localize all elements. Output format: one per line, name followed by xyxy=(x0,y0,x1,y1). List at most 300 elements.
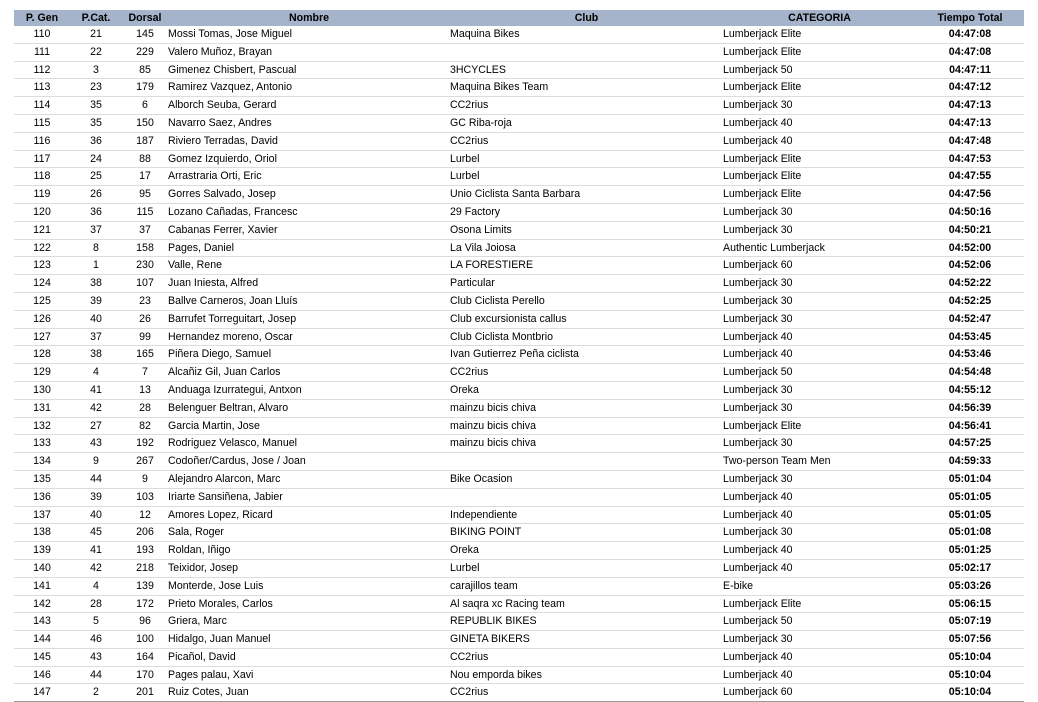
cell-dorsal: 82 xyxy=(122,417,168,435)
cell-categoria: Lumberjack 40 xyxy=(723,488,916,506)
cell-nombre: Valero Muñoz, Brayan xyxy=(168,43,450,61)
cell-categoria: Lumberjack 30 xyxy=(723,292,916,310)
cell-dorsal: 218 xyxy=(122,559,168,577)
cell-nombre: Juan Iniesta, Alfred xyxy=(168,275,450,293)
cell-pcat: 9 xyxy=(70,453,122,471)
cell-tiempo: 04:47:55 xyxy=(916,168,1024,186)
cell-tiempo: 04:56:39 xyxy=(916,399,1024,417)
cell-pcat: 42 xyxy=(70,399,122,417)
cell-dorsal: 23 xyxy=(122,292,168,310)
cell-nombre: Pages palau, Xavi xyxy=(168,666,450,684)
cell-dorsal: 28 xyxy=(122,399,168,417)
col-header-club: Club xyxy=(450,10,723,26)
cell-pcat: 39 xyxy=(70,292,122,310)
cell-categoria: Lumberjack Elite xyxy=(723,26,916,43)
cell-categoria: Lumberjack 30 xyxy=(723,631,916,649)
cell-pgen: 144 xyxy=(14,631,70,649)
cell-pgen: 140 xyxy=(14,559,70,577)
cell-dorsal: 230 xyxy=(122,257,168,275)
cell-dorsal: 172 xyxy=(122,595,168,613)
cell-pcat: 42 xyxy=(70,559,122,577)
cell-dorsal: 206 xyxy=(122,524,168,542)
table-row xyxy=(14,257,1024,275)
cell-nombre: Ballve Carneros, Joan Lluís xyxy=(168,292,450,310)
cell-tiempo: 04:47:12 xyxy=(916,79,1024,97)
cell-pcat: 21 xyxy=(70,26,122,43)
cell-pcat: 41 xyxy=(70,381,122,399)
cell-tiempo: 05:01:25 xyxy=(916,542,1024,560)
cell-tiempo: 04:59:33 xyxy=(916,453,1024,471)
table-row xyxy=(14,97,1024,115)
cell-tiempo: 04:52:47 xyxy=(916,310,1024,328)
cell-pgen: 141 xyxy=(14,577,70,595)
cell-club: CC2rius xyxy=(450,648,723,666)
cell-pcat: 35 xyxy=(70,97,122,115)
cell-categoria: E-bike xyxy=(723,577,916,595)
cell-club: CC2rius xyxy=(450,132,723,150)
cell-pgen: 147 xyxy=(14,684,70,702)
cell-tiempo: 05:07:19 xyxy=(916,613,1024,631)
table-row xyxy=(14,542,1024,560)
cell-pgen: 126 xyxy=(14,310,70,328)
cell-pcat: 23 xyxy=(70,79,122,97)
table-row xyxy=(14,61,1024,79)
table-row xyxy=(14,239,1024,257)
cell-tiempo: 04:54:48 xyxy=(916,364,1024,382)
cell-nombre: Gimenez Chisbert, Pascual xyxy=(168,61,450,79)
cell-nombre: Alborch Seuba, Gerard xyxy=(168,97,450,115)
cell-nombre: Riviero Terradas, David xyxy=(168,132,450,150)
cell-tiempo: 04:47:53 xyxy=(916,150,1024,168)
cell-nombre: Belenguer Beltran, Alvaro xyxy=(168,399,450,417)
cell-dorsal: 179 xyxy=(122,79,168,97)
cell-dorsal: 107 xyxy=(122,275,168,293)
table-row xyxy=(14,666,1024,684)
cell-tiempo: 04:56:41 xyxy=(916,417,1024,435)
cell-dorsal: 201 xyxy=(122,684,168,702)
cell-tiempo: 04:47:08 xyxy=(916,43,1024,61)
cell-pcat: 26 xyxy=(70,186,122,204)
cell-pgen: 128 xyxy=(14,346,70,364)
cell-categoria: Lumberjack Elite xyxy=(723,43,916,61)
cell-club xyxy=(450,488,723,506)
cell-pgen: 125 xyxy=(14,292,70,310)
cell-tiempo: 04:53:46 xyxy=(916,346,1024,364)
cell-tiempo: 04:47:08 xyxy=(916,26,1024,43)
cell-tiempo: 04:50:21 xyxy=(916,221,1024,239)
cell-pcat: 46 xyxy=(70,631,122,649)
cell-club: 3HCYCLES xyxy=(450,61,723,79)
cell-dorsal: 187 xyxy=(122,132,168,150)
cell-club xyxy=(450,43,723,61)
cell-club: Maquina Bikes Team xyxy=(450,79,723,97)
cell-categoria: Lumberjack 60 xyxy=(723,257,916,275)
cell-nombre: Valle, Rene xyxy=(168,257,450,275)
cell-club: mainzu bicis chiva xyxy=(450,399,723,417)
cell-pgen: 124 xyxy=(14,275,70,293)
cell-pcat: 38 xyxy=(70,346,122,364)
cell-pgen: 123 xyxy=(14,257,70,275)
cell-pcat: 2 xyxy=(70,684,122,702)
table-header xyxy=(14,10,1024,26)
cell-pgen: 113 xyxy=(14,79,70,97)
cell-nombre: Pages, Daniel xyxy=(168,239,450,257)
cell-dorsal: 12 xyxy=(122,506,168,524)
cell-pgen: 136 xyxy=(14,488,70,506)
cell-nombre: Sala, Roger xyxy=(168,524,450,542)
cell-pcat: 43 xyxy=(70,435,122,453)
cell-nombre: Rodriguez Velasco, Manuel xyxy=(168,435,450,453)
cell-nombre: Piñera Diego, Samuel xyxy=(168,346,450,364)
cell-pcat: 38 xyxy=(70,275,122,293)
table-row xyxy=(14,186,1024,204)
cell-dorsal: 96 xyxy=(122,613,168,631)
cell-categoria: Lumberjack 30 xyxy=(723,221,916,239)
cell-tiempo: 04:47:11 xyxy=(916,61,1024,79)
cell-club xyxy=(450,453,723,471)
cell-categoria: Lumberjack 30 xyxy=(723,435,916,453)
cell-tiempo: 05:01:04 xyxy=(916,470,1024,488)
cell-tiempo: 04:57:25 xyxy=(916,435,1024,453)
cell-club: Club excursionista callus xyxy=(450,310,723,328)
cell-pgen: 143 xyxy=(14,613,70,631)
table-row xyxy=(14,346,1024,364)
cell-pcat: 43 xyxy=(70,648,122,666)
table-row xyxy=(14,79,1024,97)
table-row xyxy=(14,648,1024,666)
cell-pgen: 131 xyxy=(14,399,70,417)
cell-pcat: 44 xyxy=(70,470,122,488)
cell-club: mainzu bicis chiva xyxy=(450,417,723,435)
cell-pgen: 110 xyxy=(14,26,70,43)
cell-categoria: Lumberjack 30 xyxy=(723,470,916,488)
cell-pgen: 120 xyxy=(14,203,70,221)
cell-nombre: Teixidor, Josep xyxy=(168,559,450,577)
cell-pcat: 4 xyxy=(70,364,122,382)
col-header-pgen: P. Gen xyxy=(14,10,70,26)
cell-nombre: Gorres Salvado, Josep xyxy=(168,186,450,204)
cell-nombre: Barrufet Torreguitart, Josep xyxy=(168,310,450,328)
cell-pgen: 134 xyxy=(14,453,70,471)
table-row xyxy=(14,631,1024,649)
table-body xyxy=(14,26,1024,702)
cell-nombre: Monterde, Jose Luis xyxy=(168,577,450,595)
table-row xyxy=(14,488,1024,506)
cell-pgen: 119 xyxy=(14,186,70,204)
cell-pcat: 37 xyxy=(70,328,122,346)
cell-dorsal: 192 xyxy=(122,435,168,453)
cell-pcat: 3 xyxy=(70,61,122,79)
cell-pcat: 36 xyxy=(70,203,122,221)
cell-nombre: Roldan, Iñigo xyxy=(168,542,450,560)
table-row xyxy=(14,524,1024,542)
cell-categoria: Lumberjack 40 xyxy=(723,559,916,577)
cell-dorsal: 95 xyxy=(122,186,168,204)
cell-nombre: Amores Lopez, Ricard xyxy=(168,506,450,524)
cell-nombre: Picañol, David xyxy=(168,648,450,666)
cell-pgen: 137 xyxy=(14,506,70,524)
cell-pgen: 130 xyxy=(14,381,70,399)
cell-dorsal: 26 xyxy=(122,310,168,328)
cell-tiempo: 05:10:04 xyxy=(916,684,1024,702)
cell-pcat: 22 xyxy=(70,43,122,61)
cell-pcat: 45 xyxy=(70,524,122,542)
cell-categoria: Lumberjack 40 xyxy=(723,132,916,150)
cell-club: CC2rius xyxy=(450,364,723,382)
cell-categoria: Two-person Team Men xyxy=(723,453,916,471)
table-row xyxy=(14,381,1024,399)
cell-club: Lurbel xyxy=(450,559,723,577)
cell-pcat: 39 xyxy=(70,488,122,506)
cell-categoria: Lumberjack 30 xyxy=(723,381,916,399)
cell-categoria: Lumberjack Elite xyxy=(723,150,916,168)
cell-categoria: Lumberjack Elite xyxy=(723,595,916,613)
table-row xyxy=(14,470,1024,488)
cell-nombre: Alcañiz Gil, Juan Carlos xyxy=(168,364,450,382)
cell-categoria: Lumberjack 60 xyxy=(723,684,916,702)
cell-tiempo: 04:52:00 xyxy=(916,239,1024,257)
cell-categoria: Lumberjack Elite xyxy=(723,417,916,435)
table-row xyxy=(14,43,1024,61)
cell-categoria: Lumberjack 40 xyxy=(723,506,916,524)
cell-categoria: Lumberjack 30 xyxy=(723,275,916,293)
cell-pcat: 36 xyxy=(70,132,122,150)
cell-categoria: Lumberjack 50 xyxy=(723,613,916,631)
table-row xyxy=(14,577,1024,595)
cell-pgen: 118 xyxy=(14,168,70,186)
cell-categoria: Authentic Lumberjack xyxy=(723,239,916,257)
cell-dorsal: 6 xyxy=(122,97,168,115)
cell-categoria: Lumberjack Elite xyxy=(723,168,916,186)
table-row xyxy=(14,399,1024,417)
cell-categoria: Lumberjack 40 xyxy=(723,114,916,132)
cell-dorsal: 115 xyxy=(122,203,168,221)
table-row xyxy=(14,453,1024,471)
cell-categoria: Lumberjack 40 xyxy=(723,648,916,666)
cell-club: CC2rius xyxy=(450,97,723,115)
cell-nombre: Hidalgo, Juan Manuel xyxy=(168,631,450,649)
cell-categoria: Lumberjack 30 xyxy=(723,399,916,417)
cell-nombre: Griera, Marc xyxy=(168,613,450,631)
table-row xyxy=(14,221,1024,239)
cell-pgen: 146 xyxy=(14,666,70,684)
cell-nombre: Mossi Tomas, Jose Miguel xyxy=(168,26,450,43)
cell-pcat: 44 xyxy=(70,666,122,684)
cell-dorsal: 103 xyxy=(122,488,168,506)
table-row xyxy=(14,559,1024,577)
cell-tiempo: 04:47:13 xyxy=(916,97,1024,115)
cell-nombre: Alejandro Alarcon, Marc xyxy=(168,470,450,488)
cell-pgen: 122 xyxy=(14,239,70,257)
cell-pgen: 121 xyxy=(14,221,70,239)
table-row xyxy=(14,150,1024,168)
cell-pgen: 138 xyxy=(14,524,70,542)
table-row xyxy=(14,292,1024,310)
cell-pcat: 8 xyxy=(70,239,122,257)
table-row xyxy=(14,328,1024,346)
cell-nombre: Codoñer/Cardus, Jose / Joan xyxy=(168,453,450,471)
cell-categoria: Lumberjack 50 xyxy=(723,61,916,79)
cell-dorsal: 17 xyxy=(122,168,168,186)
cell-tiempo: 04:52:25 xyxy=(916,292,1024,310)
cell-pcat: 24 xyxy=(70,150,122,168)
cell-categoria: Lumberjack 30 xyxy=(723,203,916,221)
cell-dorsal: 164 xyxy=(122,648,168,666)
header-row xyxy=(14,10,1024,26)
cell-nombre: Iriarte Sansiñena, Jabier xyxy=(168,488,450,506)
cell-club: CC2rius xyxy=(450,684,723,702)
cell-pgen: 132 xyxy=(14,417,70,435)
cell-pgen: 139 xyxy=(14,542,70,560)
cell-pcat: 41 xyxy=(70,542,122,560)
cell-pcat: 40 xyxy=(70,310,122,328)
cell-categoria: Lumberjack Elite xyxy=(723,79,916,97)
cell-tiempo: 04:52:06 xyxy=(916,257,1024,275)
cell-dorsal: 139 xyxy=(122,577,168,595)
cell-tiempo: 04:47:56 xyxy=(916,186,1024,204)
table-row xyxy=(14,417,1024,435)
cell-pcat: 1 xyxy=(70,257,122,275)
cell-dorsal: 88 xyxy=(122,150,168,168)
cell-categoria: Lumberjack 40 xyxy=(723,542,916,560)
cell-pgen: 112 xyxy=(14,61,70,79)
cell-nombre: Navarro Saez, Andres xyxy=(168,114,450,132)
col-header-tiempo: Tiempo Total xyxy=(916,10,1024,26)
cell-club: Independiente xyxy=(450,506,723,524)
cell-club: Maquina Bikes xyxy=(450,26,723,43)
cell-nombre: Ramirez Vazquez, Antonio xyxy=(168,79,450,97)
cell-club: GC Riba-roja xyxy=(450,114,723,132)
results-table xyxy=(14,10,1024,702)
cell-pgen: 133 xyxy=(14,435,70,453)
cell-categoria: Lumberjack 40 xyxy=(723,346,916,364)
cell-dorsal: 7 xyxy=(122,364,168,382)
cell-categoria: Lumberjack 40 xyxy=(723,328,916,346)
table-row xyxy=(14,26,1024,43)
table-row xyxy=(14,613,1024,631)
cell-club: Nou emporda bikes xyxy=(450,666,723,684)
cell-club: Unio Ciclista Santa Barbara xyxy=(450,186,723,204)
cell-club: Oreka xyxy=(450,542,723,560)
cell-categoria: Lumberjack 50 xyxy=(723,364,916,382)
cell-categoria: Lumberjack Elite xyxy=(723,186,916,204)
cell-categoria: Lumberjack 30 xyxy=(723,97,916,115)
cell-pcat: 5 xyxy=(70,613,122,631)
cell-pgen: 145 xyxy=(14,648,70,666)
table-row xyxy=(14,684,1024,702)
cell-club: Oreka xyxy=(450,381,723,399)
cell-tiempo: 04:52:22 xyxy=(916,275,1024,293)
cell-pgen: 127 xyxy=(14,328,70,346)
cell-dorsal: 13 xyxy=(122,381,168,399)
cell-nombre: Cabanas Ferrer, Xavier xyxy=(168,221,450,239)
cell-dorsal: 9 xyxy=(122,470,168,488)
cell-pgen: 111 xyxy=(14,43,70,61)
cell-dorsal: 267 xyxy=(122,453,168,471)
cell-club: La Vila Joiosa xyxy=(450,239,723,257)
cell-club: Lurbel xyxy=(450,168,723,186)
col-header-categoria: CATEGORIA xyxy=(723,10,916,26)
cell-club: BIKING POINT xyxy=(450,524,723,542)
cell-tiempo: 04:50:16 xyxy=(916,203,1024,221)
table-row xyxy=(14,364,1024,382)
cell-club: LA FORESTIERE xyxy=(450,257,723,275)
cell-tiempo: 05:07:56 xyxy=(916,631,1024,649)
cell-categoria: Lumberjack 30 xyxy=(723,524,916,542)
cell-dorsal: 170 xyxy=(122,666,168,684)
col-header-nombre: Nombre xyxy=(168,10,450,26)
cell-nombre: Garcia Martin, Jose xyxy=(168,417,450,435)
cell-tiempo: 04:47:48 xyxy=(916,132,1024,150)
table-row xyxy=(14,168,1024,186)
cell-tiempo: 05:01:05 xyxy=(916,488,1024,506)
cell-club: Particular xyxy=(450,275,723,293)
cell-nombre: Anduaga Izurrategui, Antxon xyxy=(168,381,450,399)
cell-club: Al saqra xc Racing team xyxy=(450,595,723,613)
cell-nombre: Hernandez moreno, Oscar xyxy=(168,328,450,346)
cell-tiempo: 04:55:12 xyxy=(916,381,1024,399)
cell-dorsal: 229 xyxy=(122,43,168,61)
cell-club: mainzu bicis chiva xyxy=(450,435,723,453)
cell-club: REPUBLIK BIKES xyxy=(450,613,723,631)
table-row xyxy=(14,275,1024,293)
table-row xyxy=(14,506,1024,524)
cell-pcat: 37 xyxy=(70,221,122,239)
cell-nombre: Prieto Morales, Carlos xyxy=(168,595,450,613)
cell-dorsal: 37 xyxy=(122,221,168,239)
cell-tiempo: 04:47:13 xyxy=(916,114,1024,132)
cell-tiempo: 04:53:45 xyxy=(916,328,1024,346)
cell-club: Ivan Gutierrez Peña ciclista xyxy=(450,346,723,364)
cell-pgen: 129 xyxy=(14,364,70,382)
table-row xyxy=(14,435,1024,453)
table-row xyxy=(14,310,1024,328)
cell-pcat: 28 xyxy=(70,595,122,613)
cell-dorsal: 150 xyxy=(122,114,168,132)
cell-categoria: Lumberjack 30 xyxy=(723,310,916,328)
table-row xyxy=(14,114,1024,132)
cell-pcat: 27 xyxy=(70,417,122,435)
cell-nombre: Lozano Cañadas, Francesc xyxy=(168,203,450,221)
cell-club: Bike Ocasion xyxy=(450,470,723,488)
col-header-pcat: P.Cat. xyxy=(70,10,122,26)
cell-pcat: 35 xyxy=(70,114,122,132)
cell-club: Osona Limits xyxy=(450,221,723,239)
cell-pcat: 40 xyxy=(70,506,122,524)
cell-club: Lurbel xyxy=(450,150,723,168)
cell-pgen: 114 xyxy=(14,97,70,115)
table-row xyxy=(14,595,1024,613)
cell-pgen: 117 xyxy=(14,150,70,168)
cell-dorsal: 165 xyxy=(122,346,168,364)
cell-pgen: 135 xyxy=(14,470,70,488)
cell-tiempo: 05:01:08 xyxy=(916,524,1024,542)
cell-club: GINETA BIKERS xyxy=(450,631,723,649)
table-row xyxy=(14,203,1024,221)
cell-pgen: 142 xyxy=(14,595,70,613)
col-header-dorsal: Dorsal xyxy=(122,10,168,26)
cell-club: 29 Factory xyxy=(450,203,723,221)
cell-tiempo: 05:10:04 xyxy=(916,666,1024,684)
cell-pcat: 25 xyxy=(70,168,122,186)
cell-tiempo: 05:10:04 xyxy=(916,648,1024,666)
cell-pgen: 115 xyxy=(14,114,70,132)
cell-nombre: Ruiz Cotes, Juan xyxy=(168,684,450,702)
cell-dorsal: 145 xyxy=(122,26,168,43)
cell-nombre: Arrastraria Orti, Eric xyxy=(168,168,450,186)
cell-dorsal: 193 xyxy=(122,542,168,560)
cell-club: Club Ciclista Montbrio xyxy=(450,328,723,346)
